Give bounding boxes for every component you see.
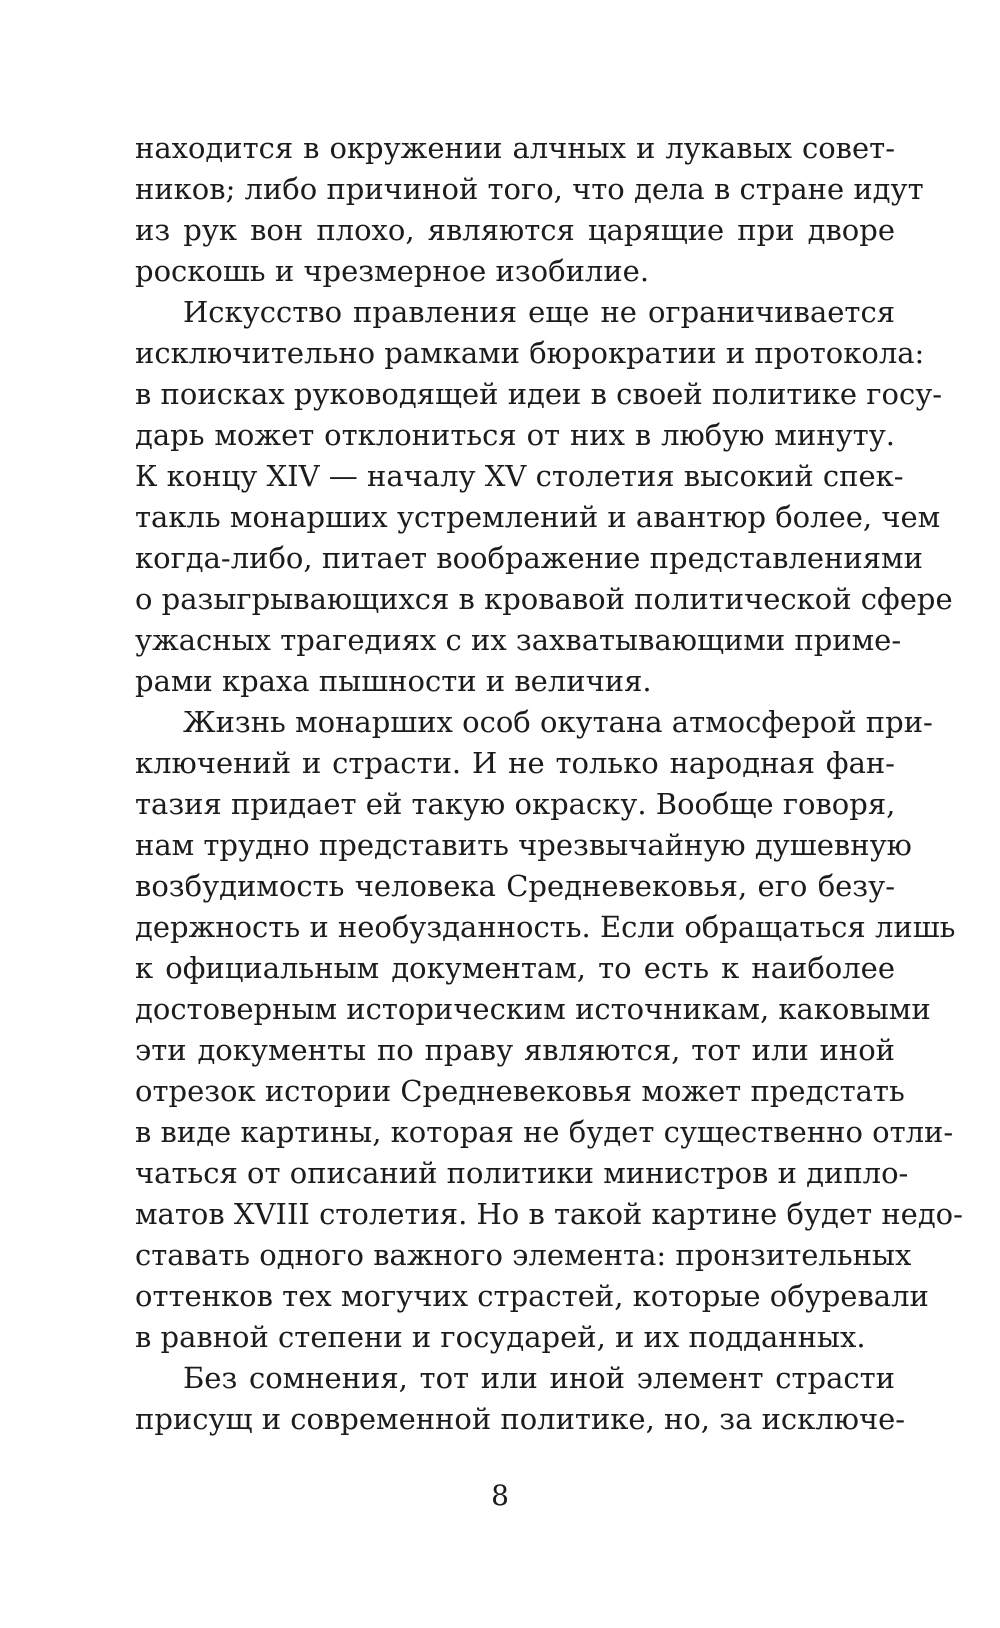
text-line: к официальным документам, то есть к наиболее <box>135 951 895 985</box>
text-line: в поисках руководящей идеи в своей политике госу- <box>135 377 943 411</box>
text-line: ключений и страсти. И не только народная фан- <box>135 746 895 780</box>
text-line: когда-либо, питает воображение представлениями <box>135 541 923 575</box>
text-line: ников; либо причиной того, что дела в стране идут <box>135 172 924 206</box>
text-line: роскошь и чрезмерное изобилие. <box>135 254 650 288</box>
text-line: исключительно рамками бюрократии и протокола: <box>135 336 925 370</box>
text-line: достоверным историческим источникам, каковыми <box>135 992 931 1026</box>
text-line: оттенков тех могучих страстей, которые обуревали <box>135 1279 929 1313</box>
text-line: о разыгрывающихся в кровавой политической сфере <box>135 582 953 616</box>
text-line: К концу XIV — началу XV столетия высокий спек- <box>135 459 904 493</box>
text-line: отрезок истории Средневековья может предстать <box>135 1074 905 1108</box>
text-line: тазия придает ей такую окраску. Вообще говоря, <box>135 787 896 821</box>
text-line: в виде картины, которая не будет существенно отли- <box>135 1115 954 1149</box>
text-line: присущ и современной политике, но, за исключе- <box>135 1402 906 1436</box>
paragraph-2 <box>135 292 953 702</box>
text-line: Без сомнения, тот или иной элемент страсти <box>183 1361 895 1395</box>
text-line: такль монарших устремлений и авантюр более, чем <box>135 500 941 534</box>
text-line: Искусство правления еще не ограничивается <box>183 295 895 329</box>
text-line: из рук вон плохо, являются царящие при дворе <box>135 213 895 247</box>
text-line: держность и необузданность. Если обращаться лишь <box>135 910 956 944</box>
text-line: в равной степени и государей, и их подданных. <box>135 1320 866 1354</box>
body-text <box>135 128 963 1440</box>
text-line: ужасных трагедиях с их захватывающими приме- <box>135 623 902 657</box>
text-line: дарь может отклониться от них в любую минуту. <box>135 418 895 452</box>
text-line: Жизнь монарших особ окутана атмосферой при- <box>183 705 933 739</box>
text-line: рами краха пышности и величия. <box>135 664 652 698</box>
paragraph-4 <box>135 1358 906 1440</box>
text-line: эти документы по праву являются, тот или иной <box>135 1033 895 1067</box>
text-line: возбудимость человека Средневековья, его безу- <box>135 869 895 903</box>
text-line: находится в окружении алчных и лукавых совет- <box>135 131 895 165</box>
paragraph-3 <box>135 702 963 1358</box>
text-line: нам трудно представить чрезвычайную душевную <box>135 828 912 862</box>
text-line: ставать одного важного элемента: пронзительных <box>135 1238 912 1272</box>
page-number: 8 <box>491 1479 509 1512</box>
text-line: матов XVIII столетия. Но в такой картине будет недо- <box>135 1197 963 1231</box>
text-line: чаться от описаний политики министров и дипло- <box>135 1156 909 1190</box>
paragraph-1 <box>135 128 924 292</box>
